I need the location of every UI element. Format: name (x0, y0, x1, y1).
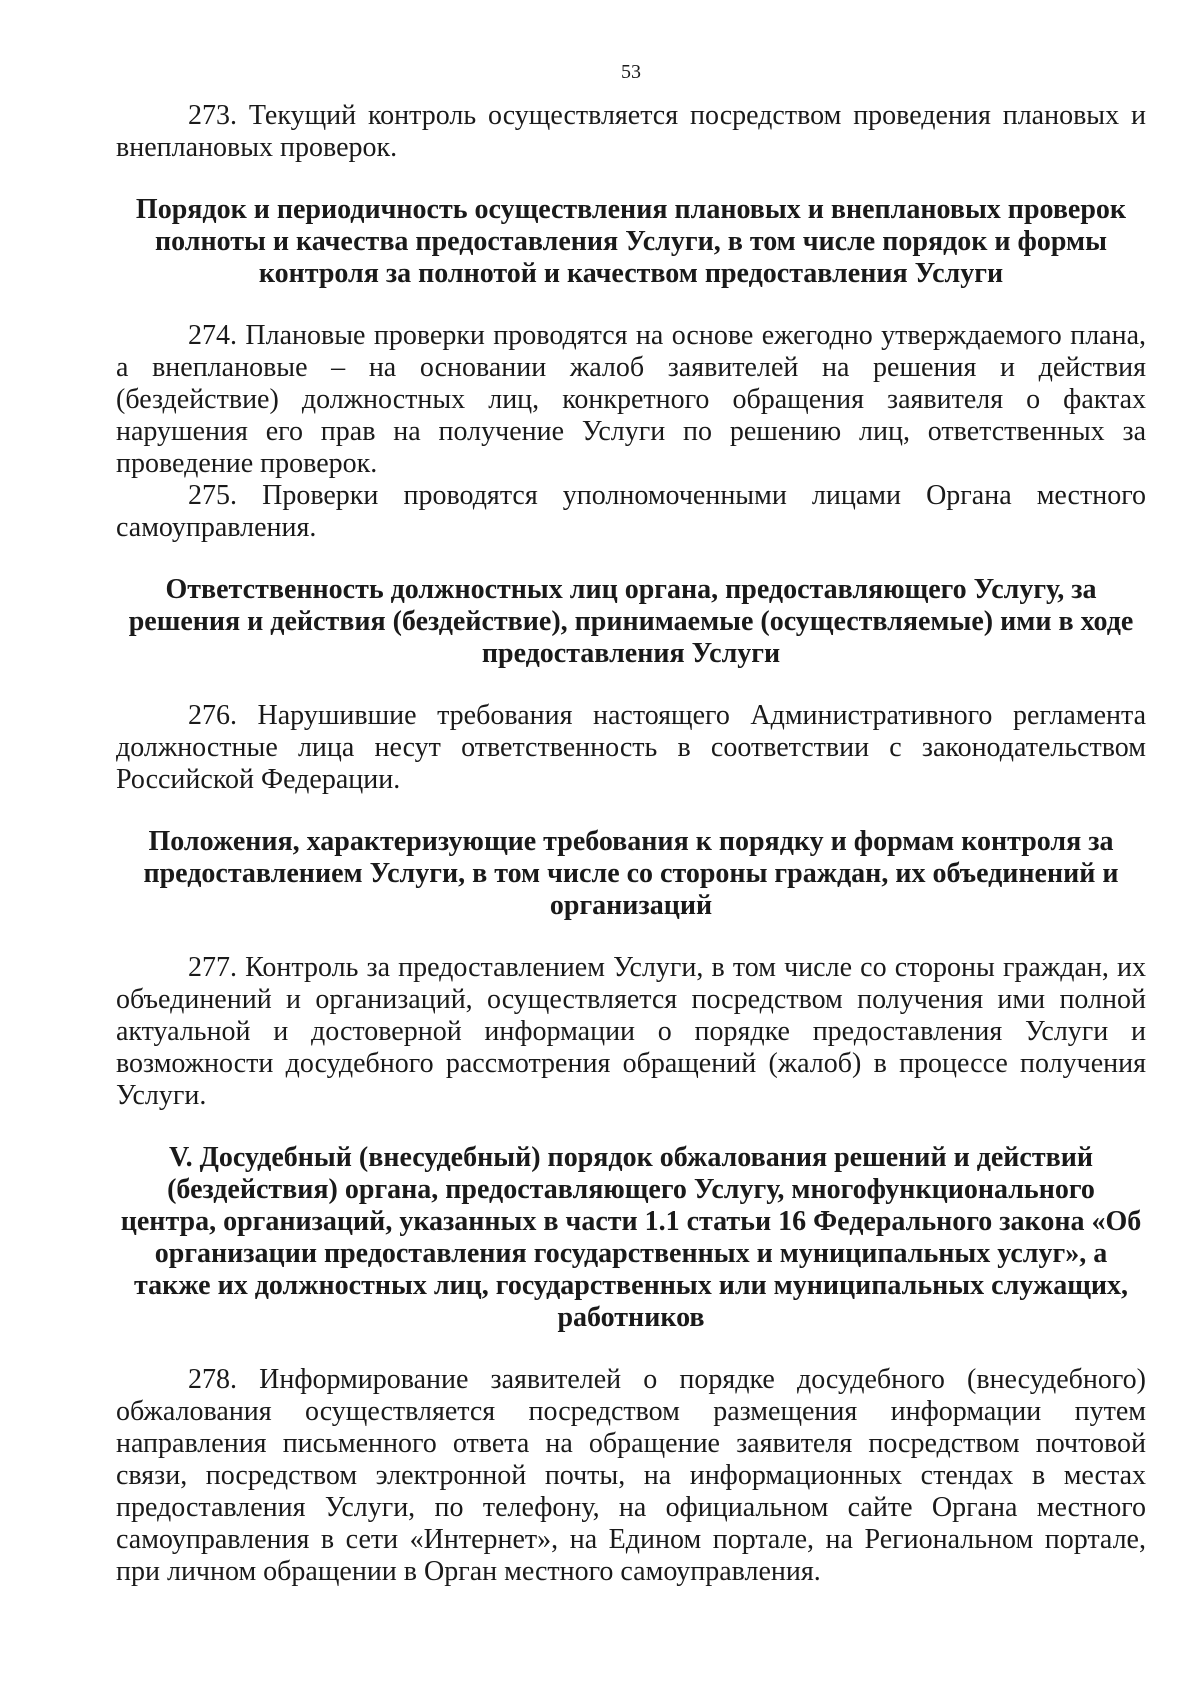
paragraph-274: 274. Плановые проверки проводятся на основе ежегодно утверждаемого плана, а внеплановые – на основании жалоб заявителей на решения и действия (бездействие) должностных лиц, конкретного обращения заявителя о фактах нарушения его прав на получение Услуги по решению лиц, ответственных за проведение проверок. (116, 320, 1146, 479)
paragraph-276: 276. Нарушившие требования настоящего Административного регламента должностные лица несут ответственность в соответствии с законодательством Российской Федерации. (116, 700, 1146, 795)
paragraph-278: 278. Информирование заявителей о порядке досудебного (внесудебного) обжалования осуществляется посредством размещения информации путем направления письменного ответа на обращение заявителя посредством почтовой связи, посредством электронной почты, на информационных стендах в местах предоставления Услуги, по телефону, на официальном сайте Органа местного самоуправления в сети «Интернет», на Едином портале, на Региональном портале, при личном обращении в Орган местного самоуправления. (116, 1364, 1146, 1587)
section-heading-appeal-procedure: V. Досудебный (внесудебный) порядок обжалования решений и действий (бездействия) органа, предоставляющего Услугу, многофункционального центра, организаций, указанных в части 1.1 статьи 16 Федерального закона «Об организации предоставления государственных и муниципальных услуг», а также их должностных лиц, государственных или муниципальных служащих, работников (120, 1142, 1142, 1333)
section-heading-control-provisions: Положения, характеризующие требования к порядку и формам контроля за предоставлением Услуги, в том числе со стороны граждан, их объединений и организаций (143, 826, 1119, 921)
paragraph-273: 273. Текущий контроль осуществляется посредством проведения плановых и внеплановых проверок. (116, 100, 1146, 163)
page-number: 53 (621, 61, 641, 83)
paragraph-277: 277. Контроль за предоставлением Услуги, в том числе со стороны граждан, их объединений и организаций, осуществляется посредством получения ими полной актуальной и достоверной информации о порядке предоставления Услуги и возможности досудебного рассмотрения обращений (жалоб) в процессе получения Услуги. (116, 952, 1146, 1111)
section-heading-responsibility: Ответственность должностных лиц органа, предоставляющего Услугу, за решения и действия (бездействие), принимаемые (осуществляемые) ими в ходе предоставления Услуги (128, 574, 1134, 669)
document-page (116, 60, 1146, 1588)
section-heading-inspections: Порядок и периодичность осуществления плановых и внеплановых проверок полноты и качества предоставления Услуги, в том числе порядок и формы контроля за полнотой и качеством предоставления Услуги (135, 194, 1127, 289)
paragraph-275: 275. Проверки проводятся уполномоченными лицами Органа местного самоуправления. (116, 480, 1146, 543)
